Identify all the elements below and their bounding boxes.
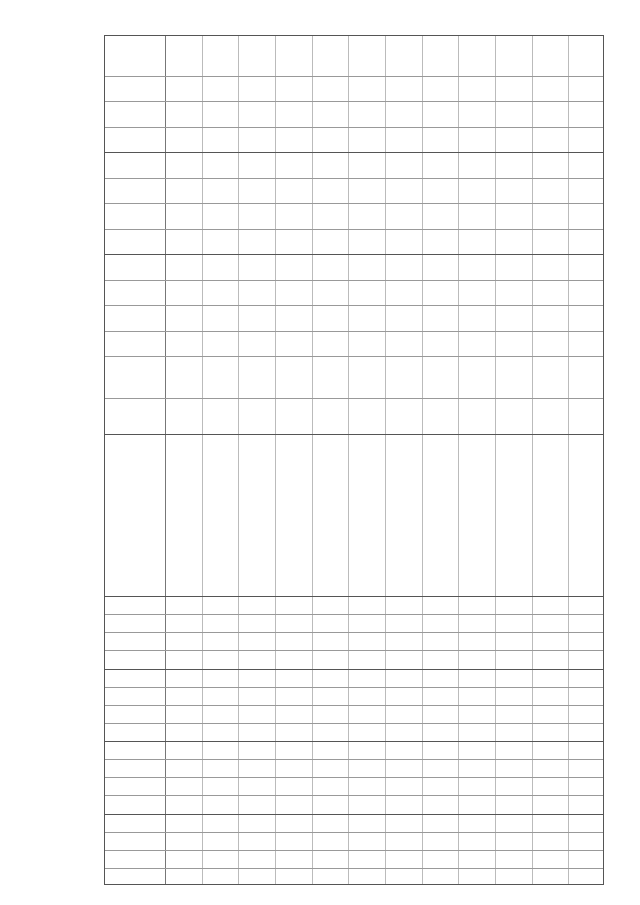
data-row-divider	[348, 36, 349, 884]
budget-program-table	[104, 35, 604, 885]
column-divider	[105, 596, 603, 597]
column-divider	[105, 832, 603, 833]
column-divider	[105, 669, 603, 670]
column-divider	[105, 101, 603, 102]
column-divider	[105, 434, 603, 435]
column-divider	[105, 741, 603, 742]
column-divider	[105, 705, 603, 706]
column-divider	[105, 152, 603, 153]
column-divider	[105, 127, 603, 128]
data-row-divider	[532, 36, 533, 884]
column-divider	[105, 614, 603, 615]
column-divider	[105, 795, 603, 796]
data-row-divider	[385, 36, 386, 884]
column-divider	[105, 178, 603, 179]
data-row-divider	[238, 36, 239, 884]
data-row-divider	[495, 36, 496, 884]
column-divider	[105, 687, 603, 688]
column-divider	[105, 356, 603, 357]
data-row-divider	[422, 36, 423, 884]
column-divider	[105, 777, 603, 778]
column-divider	[105, 850, 603, 851]
data-row-divider	[312, 36, 313, 884]
header-band-divider	[165, 36, 166, 884]
column-divider	[105, 632, 603, 633]
data-row-divider	[568, 36, 569, 884]
column-divider	[105, 868, 603, 869]
column-divider	[105, 203, 603, 204]
column-divider	[105, 76, 603, 77]
column-divider	[105, 398, 603, 399]
column-divider	[105, 759, 603, 760]
column-divider	[105, 305, 603, 306]
column-divider	[105, 650, 603, 651]
column-divider	[105, 254, 603, 255]
data-row-divider	[458, 36, 459, 884]
column-divider	[105, 229, 603, 230]
column-divider	[105, 280, 603, 281]
column-divider	[105, 723, 603, 724]
data-row-divider	[275, 36, 276, 884]
column-divider	[105, 331, 603, 332]
column-divider	[105, 814, 603, 815]
data-row-divider	[202, 36, 203, 884]
